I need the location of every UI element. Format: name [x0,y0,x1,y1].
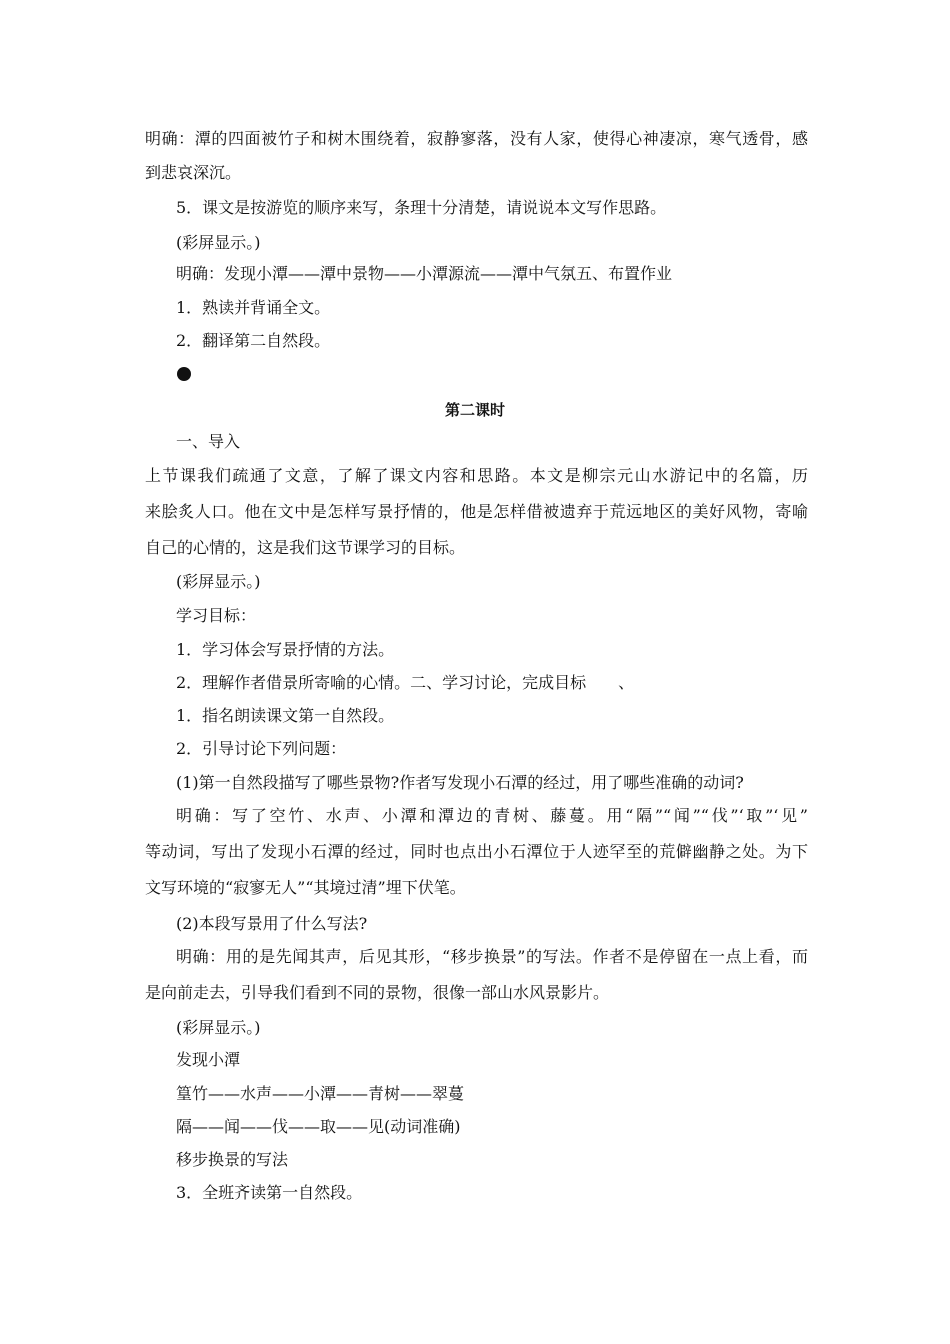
section-heading: 第二课时 [444,401,505,419]
paragraph-line: 来脍炙人口。他在文中是怎样写景抒情的，他是怎样借被遗弃于荒远地区的美好风物，寄喻 [145,502,808,521]
paragraph-line: 篁竹——水声——小潭——青树——翠蔓 [176,1084,465,1103]
paragraph-line: 1．学习体会写景抒情的方法。 [176,640,395,659]
paragraph-line: 明确：潭的四面被竹子和树木围绕着，寂静寥落，没有人家，使得心神凄凉，寒气透骨，感 [145,129,808,148]
paragraph-line: 1．指名朗读课文第一自然段。 [176,706,395,725]
paragraph-line: 自己的心情的，这是我们这节课学习的目标。 [145,538,466,557]
paragraph-line: 明确：发现小潭——潭中景物——小潭源流——潭中气氛五、布置作业 [176,264,673,283]
paragraph-line: 等动词，写出了发现小石潭的经过，同时也点出小石潭位于人迹罕至的荒僻幽静之处。为下 [145,842,808,861]
paragraph-line: 明确：用的是先闻其声，后见其形，“移步换景”的写法。作者不是停留在一点上看，而 [176,947,808,966]
paragraph-line: (彩屏显示。) [176,233,261,252]
paragraph-line: 2．引导讨论下列问题： [176,739,347,758]
paragraph-line: 上节课我们疏通了文意，了解了课文内容和思路。本文是柳宗元山水游记中的名篇，历 [145,466,808,485]
paragraph-line: 移步换景的写法 [176,1150,289,1169]
paragraph-line: 文写环境的“寂寥无人”“其境过清”埋下伏笔。 [145,878,466,897]
paragraph-line: (彩屏显示。) [176,572,261,591]
paragraph-line: 1．熟读并背诵全文。 [176,298,331,317]
paragraph-line: 2．理解作者借景所寄喻的心情。二、学习讨论，完成目标 、 [176,673,635,692]
paragraph-line: 是向前走去，引导我们看到不同的景物，很像一部山水风景影片。 [145,983,610,1002]
paragraph-line: 隔——闻——伐——取——见(动词准确) [176,1117,461,1136]
paragraph-line: 明确：写了空竹、水声、小潭和潭边的青树、藤蔓。用“隔”“闻”“伐”‘取”‘见” [176,806,808,825]
paragraph-line: 到悲哀深沉。 [145,163,242,182]
paragraph-line: 发现小潭 [176,1050,241,1069]
bullet-dot [177,367,191,381]
paragraph-line: 2．翻译第二自然段。 [176,331,331,350]
paragraph-line: 5．课文是按游览的顺序来写，条理十分清楚，请说说本文写作思路。 [176,198,667,217]
paragraph-line: 3．全班齐读第一自然段。 [176,1183,363,1202]
paragraph-line: (1)第一自然段描写了哪些景物?作者写发现小石潭的经过，用了哪些准确的动词? [176,773,744,792]
paragraph-line: (彩屏显示。) [176,1018,261,1037]
paragraph-line: 学习目标： [176,606,257,625]
paragraph-line: 一、导入 [176,432,241,451]
paragraph-line: (2)本段写景用了什么写法? [176,914,368,933]
